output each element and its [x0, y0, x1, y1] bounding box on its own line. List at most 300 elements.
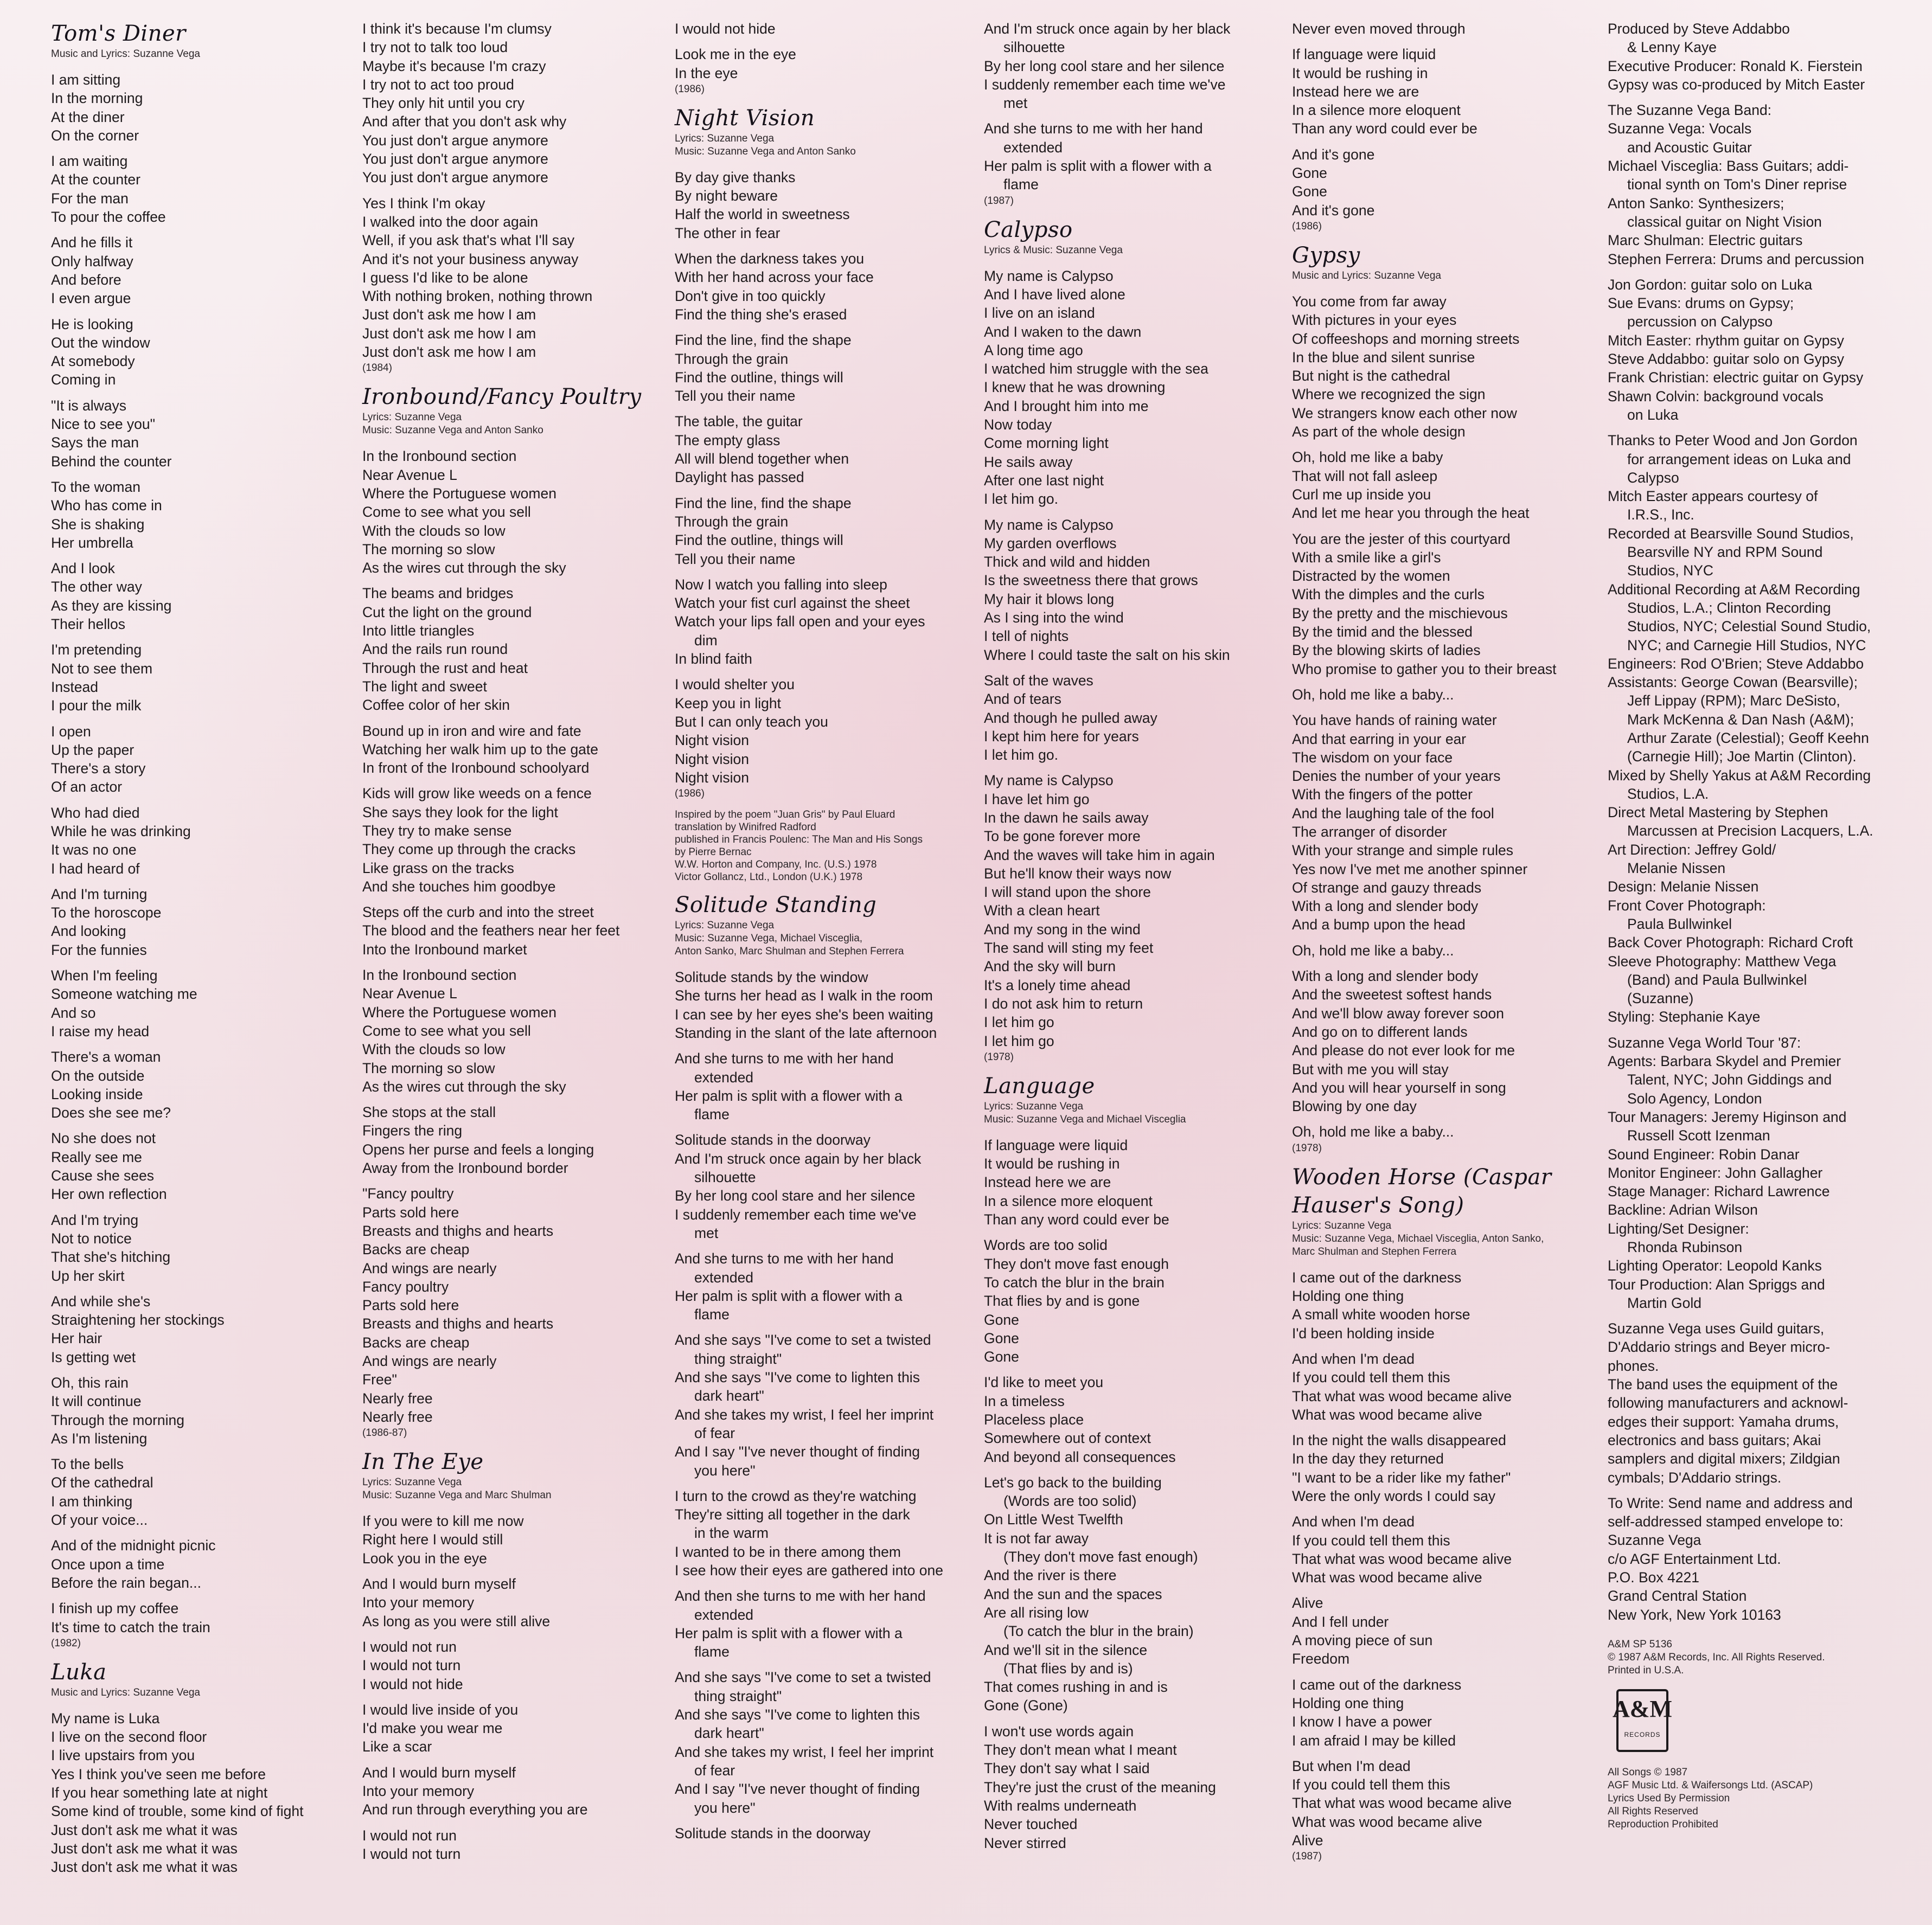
lyric-line: But when I'm dead [1292, 1757, 1411, 1774]
stanza-break [51, 715, 355, 722]
lyric-line: The sand will sting my feet [984, 940, 1154, 957]
lyric-line: I let him go. [984, 491, 1058, 508]
lyric-line: The Suzanne Vega Band: [1608, 102, 1772, 119]
stanza-break [51, 1041, 355, 1048]
lyric-line: Alive [1292, 1832, 1323, 1849]
lyric-line: Direct Metal Mastering by Stephen [1608, 804, 1828, 821]
lyric-line: Like grass on the tracks [362, 859, 514, 876]
lyric-line: And of the midnight picnic [51, 1537, 216, 1554]
lyric-line: (They don't move fast enough) [1003, 1549, 1198, 1565]
lyric-line: Watch your lips fall open and your eyes [675, 613, 925, 630]
lyric-line: I do not ask him to return [984, 995, 1143, 1012]
lyric-line: On the outside [51, 1067, 145, 1084]
song-year: (1986-87) [362, 1427, 407, 1439]
lyric-line: And when I'm dead [1292, 1513, 1415, 1530]
lyric-line: for arrangement ideas on Luka and [1627, 451, 1851, 467]
song-credit: Music: Suzanne Vega and Anton Sanko [362, 425, 543, 437]
stanza-break [51, 389, 355, 396]
lyric-line: I came out of the darkness [1292, 1676, 1462, 1693]
stanza-break [362, 1177, 666, 1184]
lyric-line: By her long cool stare and her silence [675, 1188, 916, 1204]
lyric-line: Holding one thing [1292, 1695, 1404, 1711]
lyric-line: And it's not your business anyway [362, 251, 579, 267]
lyrics-column-4 [984, 20, 1288, 1860]
lyric-line: Grand Central Station [1608, 1588, 1747, 1605]
lyric-line: thing straight" [694, 1687, 782, 1704]
lyric-line: Mark McKenna & Dan Nash (A&M); [1627, 711, 1854, 728]
lyric-line: But I can only teach you [675, 713, 828, 730]
stanza-break [675, 568, 978, 575]
lyric-line: Gone [984, 1330, 1019, 1346]
lyric-line: Just don't ask me how I am [362, 344, 536, 361]
lyric-line: Lighting Operator: Leopold Kanks [1608, 1257, 1822, 1274]
lyric-line: And then she turns to me with her hand [675, 1588, 926, 1605]
lyric-line: Her palm is split with a flower with a [984, 158, 1212, 175]
lyric-line: silhouette [694, 1169, 756, 1186]
lyric-line: On the corner [51, 127, 139, 144]
lyric-line: As I sing into the wind [984, 609, 1124, 626]
lyric-line: dark heart" [694, 1725, 764, 1742]
lyric-line: dim [694, 632, 718, 649]
catalog-block [1608, 1638, 1911, 1677]
lyric-line: If you were to kill me now [362, 1513, 524, 1530]
lyric-line: If you could tell them this [1292, 1532, 1450, 1549]
lyric-line: Not to see them [51, 660, 153, 677]
lyric-line: To be gone forever more [984, 828, 1141, 845]
song-title: Night Vision [675, 105, 815, 131]
lyric-line: With a long and slender body [1292, 898, 1479, 915]
lyric-line: Her palm is split with a flower with a [675, 1287, 903, 1304]
lyric-line: The light and sweet [362, 678, 487, 695]
stanza-break [51, 552, 355, 559]
lyric-line: Front Cover Photograph: [1608, 897, 1766, 914]
lyric-line: And wings are nearly [362, 1353, 497, 1369]
lyric-line: Solitude stands in the doorway [675, 1825, 871, 1841]
song-year: (1982) [51, 1637, 81, 1649]
lyric-line: I will stand upon the shore [984, 884, 1151, 901]
song-year: (1978) [984, 1051, 1014, 1063]
lyric-line: And my song in the wind [984, 921, 1141, 938]
lyric-line: Where I could taste the salt on his skin [984, 646, 1230, 663]
lyric-line: "I want to be a rider like my father" [1292, 1469, 1511, 1486]
lyric-line: With the fingers of the potter [1292, 786, 1473, 803]
lyric-line: Fancy poultry [362, 1278, 449, 1295]
lyric-line: I kept him here for years [984, 728, 1139, 745]
lyric-line: Just don't ask me what it was [51, 1859, 238, 1876]
lyric-line: (Words are too solid) [1003, 1493, 1137, 1510]
lyric-line: Don't give in too quickly [675, 287, 826, 304]
lyric-line: Denies the number of your years [1292, 768, 1501, 785]
lyric-line: To the bells [51, 1456, 124, 1473]
lyric-line: Let's go back to the building [984, 1474, 1162, 1491]
lyric-line: Oh, this rain [51, 1375, 129, 1391]
lyric-line: Only halfway [51, 253, 133, 270]
song-section [675, 20, 978, 97]
lyric-line: They don't mean what I meant [984, 1742, 1177, 1759]
catalog-line: © 1987 A&M Records, Inc. All Rights Reserved. [1608, 1651, 1825, 1663]
lyrics-column-2 [362, 20, 666, 1871]
logo-sub: RECORDS [1624, 1730, 1661, 1738]
lyric-line: (Carnegie Hill); Joe Martin (Clinton). [1627, 748, 1857, 765]
lyric-line: As I'm listening [51, 1430, 148, 1447]
stanza-break [675, 324, 978, 331]
song-credit: Marc Shulman and Stephen Ferrera [1292, 1246, 1457, 1257]
lyric-line: In the morning [51, 90, 143, 107]
lyric-line: There's a story [51, 760, 146, 777]
lyric-line: I think it's because I'm clumsy [362, 21, 552, 37]
note-block [675, 809, 978, 883]
lyric-line: Instead [51, 678, 98, 695]
lyric-line: Through the grain [675, 350, 789, 367]
lyric-line: Come morning light [984, 435, 1109, 452]
lyric-line: You are the jester of this courtyard [1292, 530, 1511, 547]
lyric-line: It's a lonely time ahead [984, 977, 1131, 993]
lyric-line: Jon Gordon: guitar solo on Luka [1608, 276, 1813, 293]
lyric-line: Their hellos [51, 616, 125, 633]
lyric-line: I am waiting [51, 153, 128, 170]
lyric-line: And I would burn myself [362, 1764, 516, 1781]
lyric-line: To catch the blur in the brain [984, 1274, 1165, 1291]
lyric-line: Suzanne Vega uses Guild guitars, [1608, 1320, 1825, 1337]
stanza-break [51, 1204, 355, 1211]
lyric-line: I came out of the darkness [1292, 1269, 1462, 1286]
lyric-line: Recorded at Bearsville Sound Studios, [1608, 525, 1854, 542]
lyric-line: And I waken to the dawn [984, 323, 1142, 340]
lyric-line: met [694, 1224, 719, 1241]
lyric-line: I had heard of [51, 860, 140, 877]
lyric-line: Steve Addabbo: guitar solo on Gypsy [1608, 351, 1845, 368]
lyric-line: And while she's [51, 1293, 151, 1310]
stanza-break [675, 1042, 978, 1049]
song-title: Calypso [984, 217, 1073, 242]
lyric-line: Freedom [1292, 1651, 1350, 1667]
lyric-line: I let him go [984, 1014, 1054, 1031]
lyric-line: Never touched [984, 1816, 1078, 1833]
lyric-line: And I'm turning [51, 886, 148, 902]
lyric-line: Engineers: Rod O'Brien; Steve Addabbo [1608, 655, 1864, 672]
lyric-line: The morning so slow [362, 541, 495, 557]
lyric-line: of fear [694, 1425, 735, 1441]
lyric-line: I would not turn [362, 1657, 461, 1674]
lyric-line: in the warm [694, 1525, 769, 1542]
lyric-line: With your strange and simple rules [1292, 842, 1513, 859]
lyric-line: It is not far away [984, 1530, 1089, 1547]
song-credit: Lyrics: Suzanne Vega [1292, 1220, 1392, 1231]
lyric-line: With a smile like a girl's [1292, 549, 1441, 566]
song-section [675, 891, 978, 1843]
lyric-line: You just don't argue anymore [362, 169, 548, 186]
lyric-line: And she says "I've come to lighten this [675, 1706, 920, 1723]
lyric-line: Backs are cheap [362, 1334, 470, 1351]
lyric-line: With realms underneath [984, 1797, 1137, 1814]
lyric-line: As they are kissing [51, 597, 172, 614]
lyric-line: When the darkness takes you [675, 251, 865, 267]
song-section [984, 20, 1288, 208]
lyric-line: Assistants: George Cowan (Bearsville); [1608, 674, 1858, 691]
lyric-line: They don't move fast enough [984, 1255, 1169, 1272]
logo-mark: A&M [1613, 1695, 1672, 1722]
lyric-line: At the counter [51, 171, 140, 188]
lyric-line: Night vision [675, 769, 749, 786]
lyric-line: Just don't ask me how I am [362, 325, 536, 342]
lyric-line: Thanks to Peter Wood and Jon Gordon [1608, 432, 1858, 449]
lyric-line: (Band) and Paula Bullwinkel [1627, 971, 1807, 988]
lyric-line: Nice to see you" [51, 416, 156, 433]
lyric-line: Nearly free [362, 1408, 433, 1425]
spacer [675, 158, 978, 168]
lyric-line: And wings are nearly [362, 1260, 497, 1276]
lyric-line: It will continue [51, 1393, 142, 1410]
lyric-line: Come to see what you sell [362, 1022, 531, 1039]
stanza-break [51, 1122, 355, 1129]
lyric-line: Words are too solid [984, 1237, 1108, 1254]
stanza-break [51, 1529, 355, 1536]
stanza-break [362, 1096, 666, 1103]
lyric-line: And a bump upon the head [1292, 916, 1466, 933]
lyric-line: And she turns to me with her hand [675, 1050, 894, 1067]
lyric-line: Monitor Engineer: John Gallagher [1608, 1164, 1823, 1181]
lyric-line: Solitude stands by the window [675, 969, 868, 986]
lyric-line: flame [694, 1644, 730, 1660]
lyric-line: On Little West Twelfth [984, 1511, 1123, 1528]
lyric-line: dark heart" [694, 1388, 764, 1404]
lyric-line: I pour the milk [51, 697, 142, 714]
note-line: Victor Gollancz, Ltd., London (U.K.) 1978 [675, 871, 863, 883]
lyric-line: Shawn Colvin: background vocals [1608, 388, 1824, 405]
copyright-line: Lyrics Used By Permission [1608, 1792, 1730, 1804]
lyric-line: Parts sold here [362, 1204, 459, 1221]
lyric-line: But night is the cathedral [1292, 368, 1450, 384]
lyric-line: Additional Recording at A&M Recording [1608, 581, 1860, 598]
lyric-line: And she says "I've come to set a twisted [675, 1332, 931, 1349]
lyric-line: Art Direction: Jeffrey Gold/ [1608, 841, 1776, 858]
lyric-line: Gone [1292, 165, 1327, 182]
lyric-line: In the eye [675, 65, 738, 81]
lyric-line: Suzanne Vega: Vocals [1608, 120, 1752, 137]
stanza-break [362, 1693, 666, 1701]
lyric-line: The morning so slow [362, 1060, 495, 1076]
lyric-line: Now today [984, 416, 1052, 433]
lyric-line: To pour the coffee [51, 209, 166, 226]
lyric-line: And I would burn myself [362, 1576, 516, 1593]
lyric-line: And the river is there [984, 1567, 1117, 1584]
lyric-line: Near Avenue L [362, 466, 457, 483]
lyric-line: I would not run [362, 1827, 457, 1844]
lyric-line: met [1003, 95, 1028, 112]
song-year: (1986) [675, 83, 705, 95]
stanza-break [51, 959, 355, 966]
lyric-line: Looking inside [51, 1086, 143, 1102]
song-title: Wooden Horse (Caspar Hauser's Song) [1292, 1164, 1552, 1218]
catalog-line: A&M SP 5136 [1608, 1638, 1673, 1650]
lyric-line: A small white wooden horse [1292, 1306, 1470, 1323]
lyric-line: Find the thing she's erased [675, 306, 847, 323]
lyric-line: I would live inside of you [362, 1701, 519, 1718]
song-title: Gypsy [1292, 242, 1360, 268]
lyric-line: She is shaking [51, 516, 145, 532]
lyric-line: Calypso [1627, 469, 1679, 486]
lyric-line: What was wood became alive [1292, 1406, 1482, 1423]
lyric-line: Standing in the slant of the late afternoon [675, 1024, 937, 1041]
lyric-line: Oh, hold me like a baby [1292, 449, 1443, 466]
lyric-line: c/o AGF Entertainment Ltd. [1608, 1550, 1781, 1567]
lyric-line: In the night the walls disappeared [1292, 1432, 1506, 1449]
lyric-line: They come up through the cracks [362, 841, 576, 858]
song-title: Tom's Diner [51, 21, 186, 46]
song-credit: Music and Lyrics: Suzanne Vega [1292, 270, 1441, 281]
song-section [984, 1072, 1288, 1852]
lyric-line: To the horoscope [51, 904, 162, 921]
lyric-line: And you will hear yourself in song [1292, 1079, 1506, 1096]
lyric-line: I try not to act too proud [362, 76, 514, 93]
lyric-line: Distracted by the women [1292, 568, 1450, 585]
lyric-line: Russell Scott Izenman [1627, 1127, 1770, 1144]
lyric-line: And I have lived alone [984, 286, 1125, 303]
lyric-line: Into the Ironbound market [362, 941, 527, 958]
stanza-break [1292, 138, 1596, 145]
lyric-line: NYC; and Carnegie Hill Studios, NYC [1627, 637, 1866, 653]
lyric-line: Where we recognized the sign [1292, 386, 1486, 403]
lyric-line: Half the world in sweetness [675, 206, 850, 223]
lyric-line: Who has come in [51, 497, 162, 514]
lyric-line: I suddenly remember each time we've [675, 1206, 917, 1223]
copyright-line: AGF Music Ltd. & Waifersongs Ltd. (ASCAP) [1608, 1779, 1813, 1791]
song-section [1292, 1163, 1596, 1864]
lyric-line: Solo Agency, London [1627, 1090, 1762, 1107]
spacer [984, 1126, 1288, 1136]
lyric-line: Yes now I've met me another spinner [1292, 861, 1528, 877]
lyric-line: Once upon a time [51, 1556, 165, 1573]
song-section [51, 20, 355, 1651]
lyric-line: We strangers know each other now [1292, 405, 1517, 421]
lyric-line: My name is Luka [51, 1710, 160, 1727]
lyric-line: tional synth on Tom's Diner reprise [1627, 176, 1847, 193]
lyric-line: With pictures in your eyes [1292, 312, 1457, 329]
lyric-line: I would shelter you [675, 676, 795, 693]
lyric-line: And before [51, 271, 121, 288]
lyric-line: It would be rushing in [984, 1156, 1120, 1172]
song-section [1608, 20, 1911, 1831]
stanza-break [1608, 1487, 1911, 1494]
lyric-line: D'Addario strings and Beyer micro- [1608, 1339, 1831, 1356]
lyric-line: It would be rushing in [1292, 65, 1428, 81]
lyric-line: In the Ironbound section [362, 967, 517, 984]
stanza-break [51, 878, 355, 885]
spacer [362, 437, 666, 447]
lyric-line: If you could tell them this [1292, 1369, 1450, 1386]
lyric-line: I am sitting [51, 72, 121, 88]
lyric-line: Not to notice [51, 1230, 132, 1247]
lyric-line: Daylight has passed [675, 469, 804, 486]
lyric-line: Oh, hold me like a baby... [1292, 686, 1454, 703]
lyric-line: Does she see me? [51, 1105, 171, 1121]
lyric-line: Oh, hold me like a baby... [1292, 1124, 1454, 1140]
lyric-line: Than any word could ever be [1292, 120, 1477, 137]
stanza-break [1292, 523, 1596, 530]
lyric-line: In the dawn he sails away [984, 809, 1149, 826]
lyric-line: As long as you were still alive [362, 1613, 551, 1629]
lyric-line: My name is Calypso [984, 267, 1114, 284]
song-section [362, 20, 666, 375]
lyric-line: Her palm is split with a flower with a [675, 1087, 903, 1104]
lyric-line: Michael Visceglia: Bass Guitars; addi- [1608, 158, 1849, 175]
lyric-line: With the dimples and the curls [1292, 586, 1485, 603]
lyric-line: As part of the whole design [1292, 424, 1466, 440]
lyric-line: Breasts and thighs and hearts [362, 1222, 554, 1239]
lyric-line: flame [1003, 176, 1039, 193]
lyric-line: Night vision [675, 750, 749, 767]
lyric-line: And she turns to me with her hand [984, 120, 1203, 137]
lyric-line: extended [694, 1269, 754, 1286]
stanza-break [362, 959, 666, 966]
credits-column [1608, 20, 1911, 1839]
stanza-break [51, 1592, 355, 1599]
stanza-break [1292, 38, 1596, 45]
lyric-line: And I fell under [1292, 1613, 1389, 1630]
lyric-line: Look me in the eye [675, 46, 796, 63]
lyric-line: Night vision [675, 732, 749, 749]
lyric-line: Gone (Gone) [984, 1697, 1068, 1714]
lyric-line: Gone [984, 1311, 1019, 1328]
lyric-line: My garden overflows [984, 535, 1117, 551]
song-section [675, 104, 978, 883]
lyric-line: And she says "I've come to lighten this [675, 1369, 920, 1386]
lyric-line: And I say "I've never thought of finding [675, 1443, 920, 1460]
stanza-break [1292, 934, 1596, 941]
lyric-line: I suddenly remember each time we've [984, 76, 1226, 93]
song-credit: Music: Suzanne Vega and Marc Shulman [362, 1490, 552, 1502]
lyric-line: I live upstairs from you [51, 1747, 195, 1764]
lyric-line: "It is always [51, 397, 126, 414]
spacer [1292, 1259, 1596, 1268]
lyric-line: I would not hide [362, 1676, 463, 1692]
stanza-break [51, 1448, 355, 1455]
lyric-line: And she touches him goodbye [362, 878, 556, 895]
lyric-line: And I say "I've never thought of finding [675, 1781, 920, 1798]
lyric-line: Salt of the waves [984, 672, 1093, 689]
lyric-line: Up her skirt [51, 1267, 125, 1284]
lyric-line: For the funnies [51, 941, 147, 958]
lyric-line: you here" [694, 1462, 756, 1479]
stanza-break [1608, 94, 1911, 101]
lyric-line: Alive [1292, 1595, 1323, 1612]
lyric-line: Of your voice... [51, 1512, 148, 1529]
copyright-block [1608, 1766, 1911, 1831]
stanza-break [1292, 1115, 1596, 1122]
stanza-break [51, 226, 355, 233]
spacer [984, 257, 1288, 267]
lyrics-column-5 [1292, 20, 1596, 1871]
copyright-line: Reproduction Prohibited [1608, 1818, 1718, 1830]
lyric-line: He is looking [51, 316, 133, 332]
lyric-line: Are all rising low [984, 1604, 1089, 1621]
lyric-line: To Write: Send name and address and [1608, 1494, 1853, 1511]
lyric-line: If language were liquid [1292, 46, 1436, 63]
lyric-line: Somewhere out of context [984, 1430, 1151, 1447]
lyric-line: I try not to talk too loud [362, 39, 508, 56]
stanza-break [362, 1631, 666, 1638]
lyric-line: Tell you their name [675, 388, 796, 405]
lyric-line: It was no one [51, 842, 137, 858]
lyric-line: I.R.S., Inc. [1627, 506, 1694, 523]
lyric-line: Frank Christian: electric guitar on Gypsy [1608, 369, 1864, 386]
lyric-line: After one last night [984, 472, 1104, 489]
lyric-line: I can see by her eyes she's been waiting [675, 1006, 933, 1023]
stanza-break [675, 1580, 978, 1587]
lyric-line: They don't say what I said [984, 1760, 1150, 1777]
lyric-line: You have hands of raining water [1292, 712, 1497, 729]
lyric-line: Marcussen at Precision Lacquers, L.A. [1627, 823, 1873, 839]
